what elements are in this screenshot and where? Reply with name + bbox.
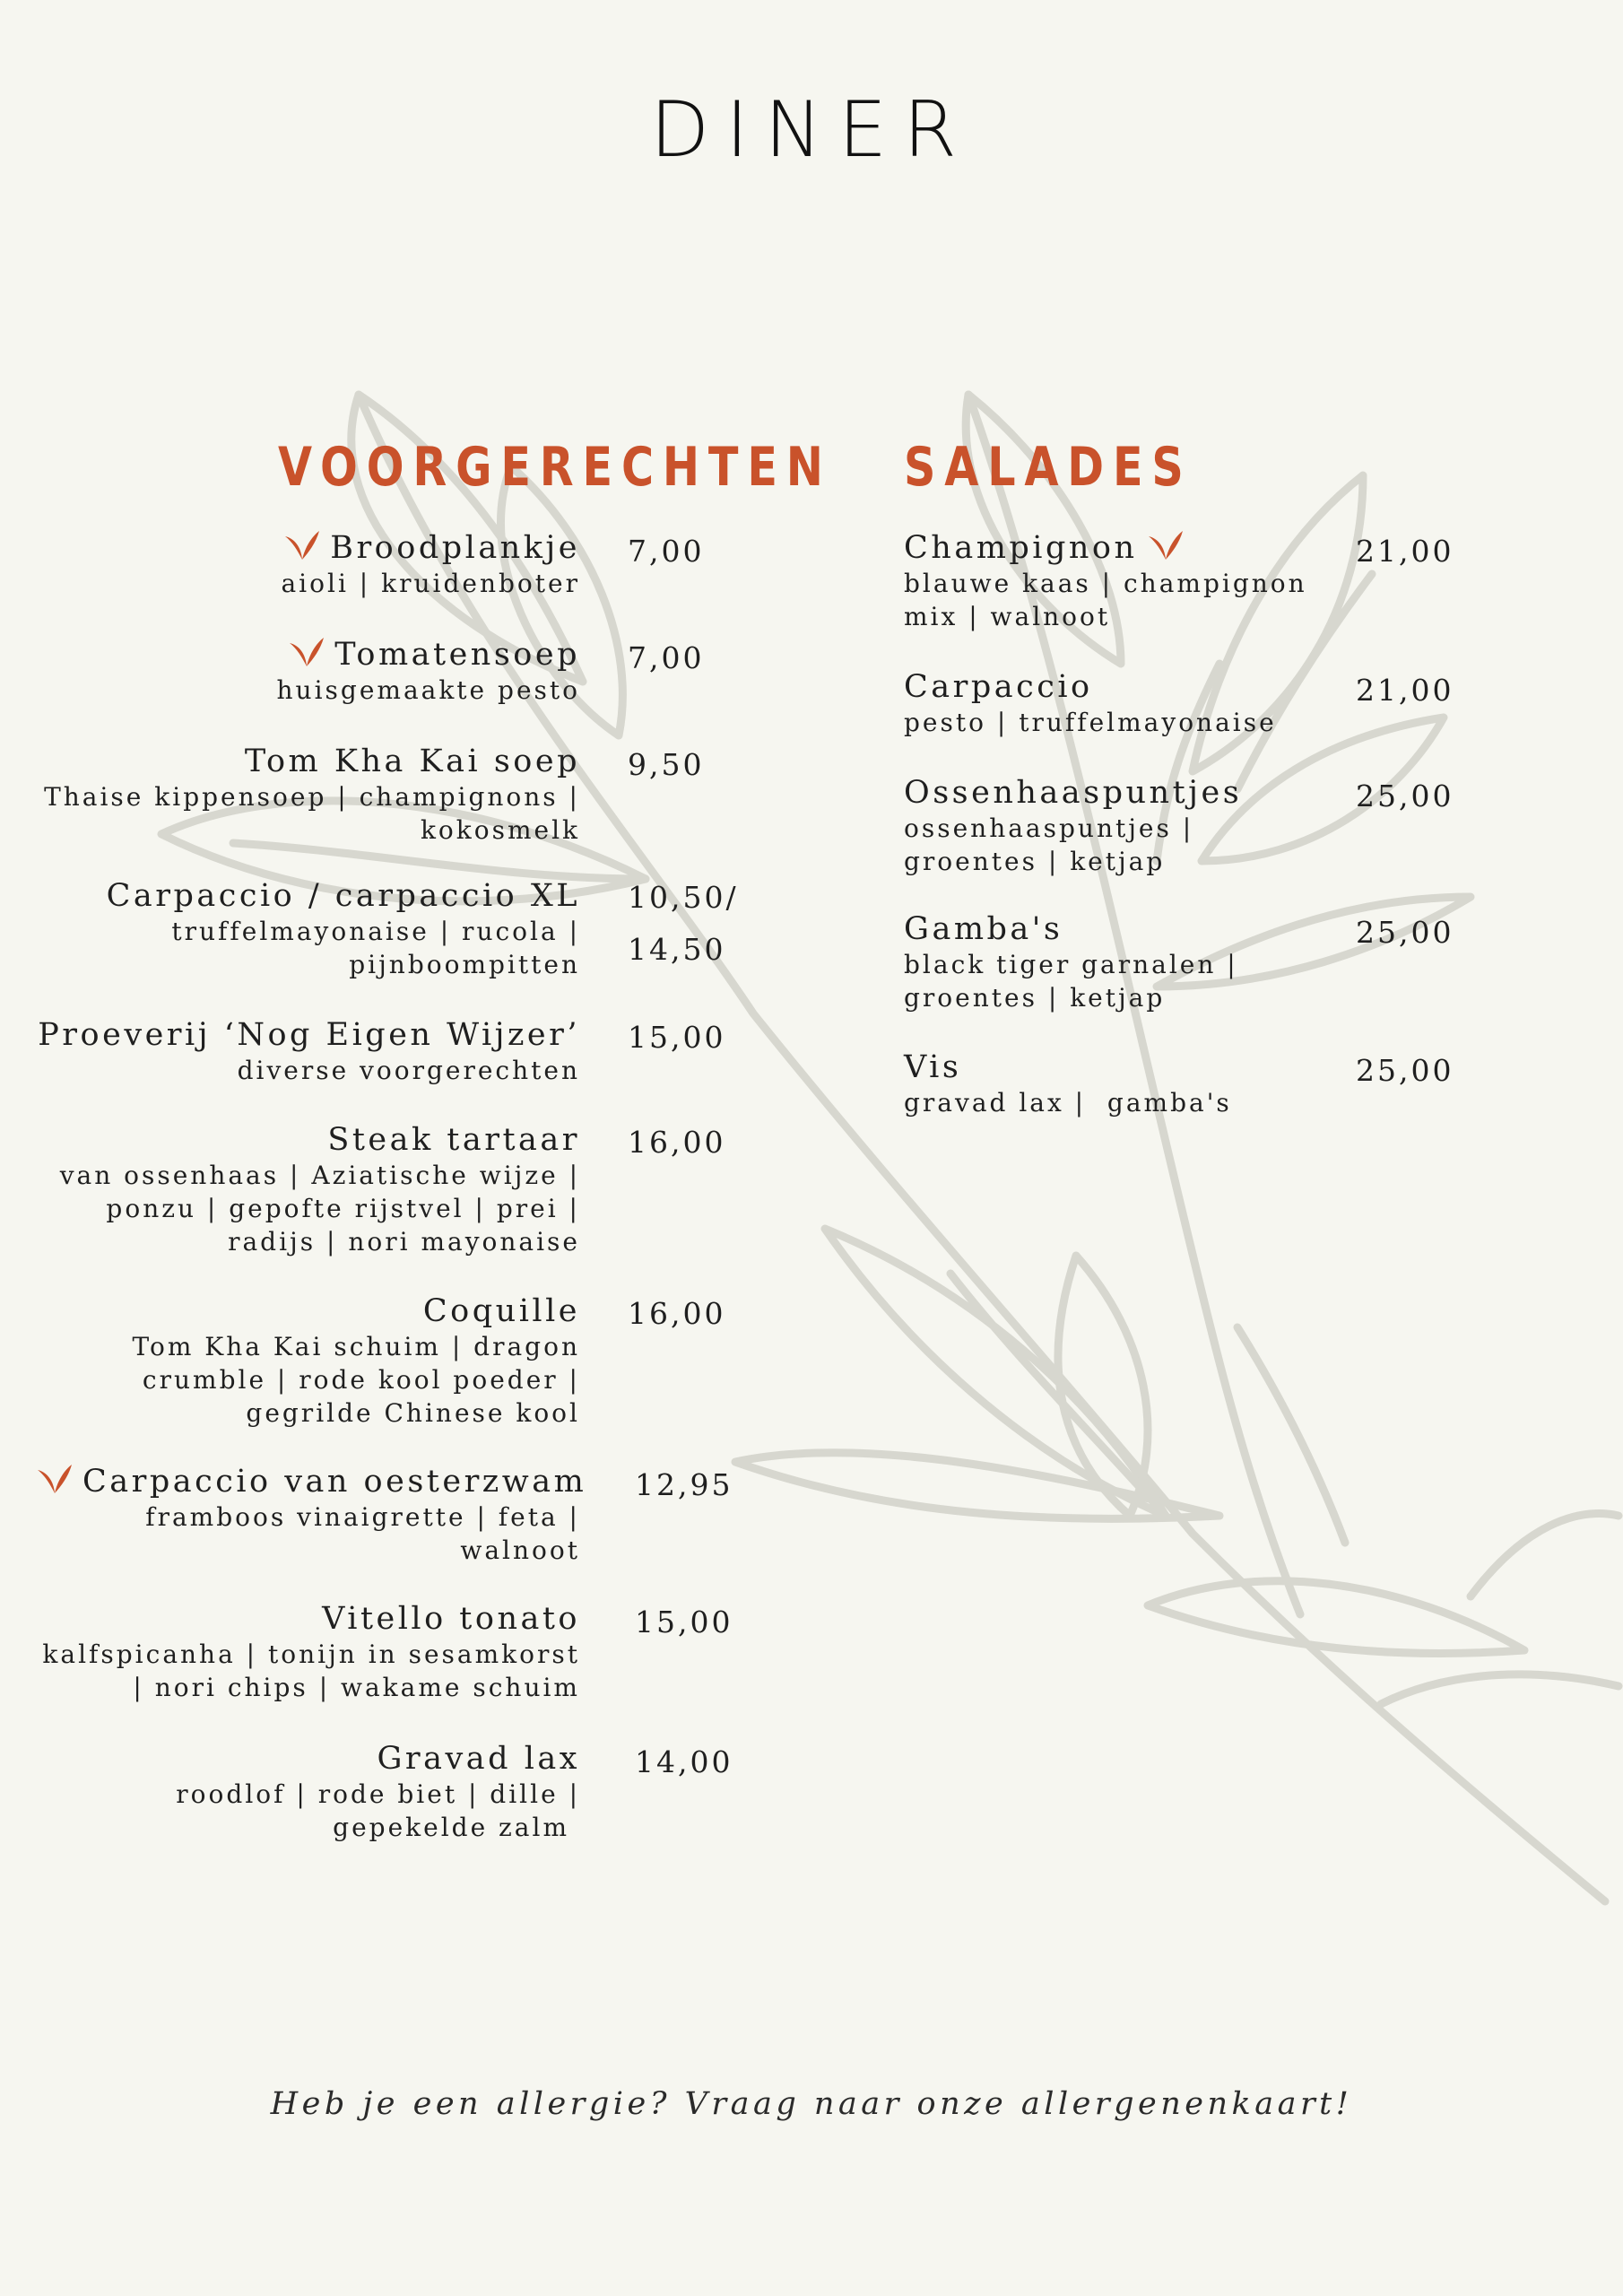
item-name: Vitello tonato: [322, 1601, 580, 1637]
item-name: Vis: [904, 1049, 962, 1085]
menu-item: [904, 910, 1370, 1014]
item-name: Ossenhaaspuntjes: [904, 775, 1243, 811]
menu-item: [27, 1740, 580, 1844]
item-name: Steak tartaar: [327, 1122, 580, 1158]
item-price: 7,00: [628, 640, 705, 675]
item-price: 25,00: [1356, 778, 1454, 813]
item-price-line: 10,50/: [628, 880, 739, 915]
item-price: 16,00: [628, 1296, 726, 1331]
item-description: pesto | truffelmayonaise: [904, 708, 1277, 737]
item-description-line: ponzu | gepofte rijstvel | prei |: [106, 1194, 580, 1223]
item-description-line: radijs | nori mayonaise: [228, 1227, 580, 1257]
item-description-line: black tiger garnalen |: [904, 950, 1238, 979]
item-description-line: | nori chips | wakame schuim: [133, 1673, 580, 1702]
item-price: 14,00: [635, 1744, 733, 1779]
item-name: Tom Kha Kai soep: [244, 744, 580, 779]
item-description: gravad lax | gamba's: [904, 1088, 1232, 1118]
item-description: aioli | kruidenboter: [281, 569, 580, 598]
menu-item: [27, 529, 580, 600]
item-price: 21,00: [1356, 673, 1454, 708]
item-description-line: Thaise kippensoep | champignons |: [44, 782, 580, 812]
item-price: 15,00: [635, 1605, 733, 1639]
menu-item: [27, 1463, 587, 1567]
item-description: huisgemaakte pesto: [276, 675, 580, 705]
leaf-sprout-icon: [1147, 529, 1185, 561]
menu-item: [904, 529, 1370, 633]
item-name: Coquille: [422, 1293, 580, 1329]
menu-item: [27, 877, 580, 981]
leaf-sprout-icon: [283, 529, 321, 561]
item-price: 25,00: [1356, 915, 1454, 950]
item-description-line: pijnboompitten: [349, 950, 580, 979]
allergy-note: Heb je een allergie? Vraag naar onze allergenenkaart!: [270, 2086, 1353, 2122]
item-description-line: groentes | ketjap: [904, 983, 1166, 1013]
item-description-line: Tom Kha Kai schuim | dragon: [132, 1332, 580, 1361]
item-price: 16,00: [628, 1125, 726, 1160]
item-name: Gravad lax: [377, 1741, 580, 1777]
item-description-line: blauwe kaas | champignon: [904, 569, 1307, 598]
leaf-sprout-icon: [288, 636, 325, 668]
item-description-line: mix | walnoot: [904, 602, 1111, 631]
item-price-line: 14,50: [628, 932, 726, 967]
section-title-salades: SALADES: [904, 436, 1193, 499]
item-price: 21,00: [1356, 534, 1454, 569]
item-name: Tomatensoep: [334, 637, 580, 673]
menu-item: [27, 1121, 580, 1258]
menu-item: [27, 1600, 580, 1704]
menu-item: [904, 1048, 1370, 1119]
item-name: Broodplankje: [330, 530, 580, 566]
item-description-line: van ossenhaas | Aziatische wijze |: [59, 1161, 580, 1190]
item-description-line: ossenhaaspuntjes |: [904, 813, 1194, 843]
menu-item: [27, 636, 580, 707]
item-description-line: groentes | ketjap: [904, 847, 1166, 876]
menu-item: [904, 774, 1370, 878]
item-price: 9,50: [628, 747, 705, 782]
item-price: 12,95: [635, 1467, 733, 1502]
leaf-sprout-icon: [36, 1463, 74, 1495]
item-name: Carpaccio van oesterzwam: [82, 1464, 587, 1500]
item-description-line: kokosmelk: [420, 815, 580, 845]
item-description-line: framboos vinaigrette | feta |: [145, 1502, 580, 1532]
item-name: Carpaccio / carpaccio XL: [106, 878, 580, 914]
menu-item: [27, 1292, 580, 1430]
item-name: Gamba's: [904, 911, 1063, 947]
section-title-voorgerechten: VOORGERECHTEN: [278, 436, 832, 499]
item-price: 15,00: [628, 1020, 726, 1055]
item-description: diverse voorgerechten: [237, 1056, 580, 1085]
item-description-line: gepekelde zalm: [333, 1813, 569, 1842]
menu-title: DINER: [649, 85, 973, 175]
menu-item: [27, 743, 580, 847]
item-description-line: walnoot: [460, 1535, 580, 1565]
item-description-line: roodlof | rode biet | dille |: [176, 1779, 580, 1809]
item-name: Champignon: [904, 530, 1138, 566]
item-description-line: truffelmayonaise | rucola |: [171, 917, 580, 946]
item-price: 25,00: [1356, 1053, 1454, 1088]
item-description-line: gegrilde Chinese kool: [246, 1398, 580, 1428]
item-name: Proeverij ‘Nog Eigen Wijzer’: [38, 1017, 580, 1053]
item-description-line: kalfspicanha | tonijn in sesamkorst: [42, 1639, 580, 1669]
menu-item: [904, 668, 1370, 739]
menu-item: [27, 1016, 580, 1087]
item-name: Carpaccio: [904, 669, 1093, 705]
item-price: 7,00: [628, 534, 705, 569]
item-description-line: crumble | rode kool poeder |: [142, 1365, 580, 1395]
